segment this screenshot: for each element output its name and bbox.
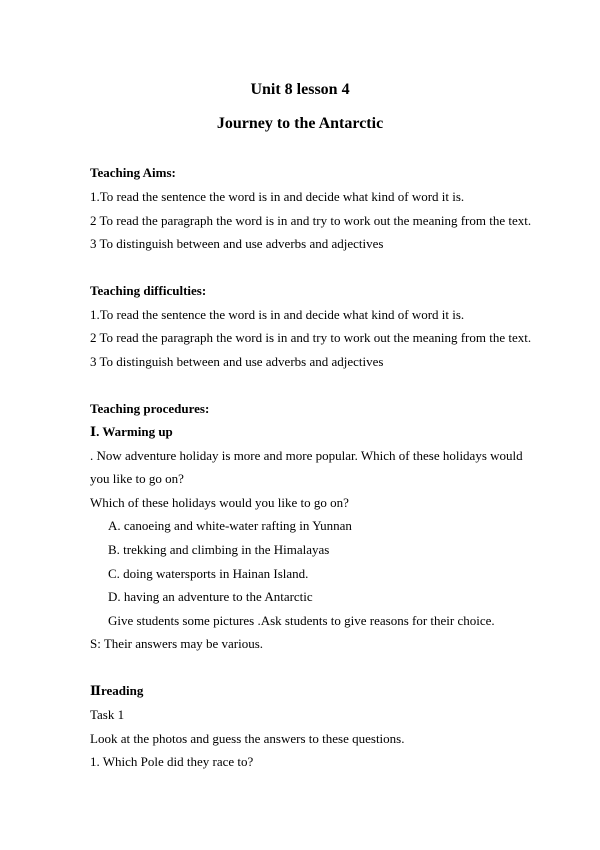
warming-intro-line-1: . Now adventure holiday is more and more popular. Which of these holidays would (90, 448, 523, 463)
warming-question: Which of these holidays would you like to go on? (90, 495, 349, 510)
warming-intro-line-2: you like to go on? (90, 471, 184, 486)
warming-answer: S: Their answers may be various. (90, 636, 264, 651)
teaching-difficulty-3: 3 To distinguish between and use adverbs and adjectives (90, 354, 384, 369)
document-title: Unit 8 lesson 4 (250, 81, 350, 98)
warming-instruction: Give students some pictures .Ask students to give reasons for their choice. (108, 613, 495, 628)
teaching-aim-1: 1.To read the sentence the word is in and decide what kind of word it is. (90, 189, 465, 204)
teaching-difficulty-2: 2 To read the paragraph the word is in and try to work out the meaning from the text. (90, 330, 532, 345)
reading-task-1: Task 1 (90, 707, 125, 722)
reading-heading: Ⅱreading (90, 683, 144, 698)
option-a: A. canoeing and white-water rafting in Yunnan (108, 518, 352, 533)
option-d: D. having an adventure to the Antarctic (108, 589, 313, 604)
warming-up-heading: Ⅰ. Warming up (90, 424, 173, 439)
option-c: C. doing watersports in Hainan Island. (108, 566, 309, 581)
teaching-aims-heading: Teaching Aims: (90, 165, 176, 180)
teaching-aim-3: 3 To distinguish between and use adverbs and adjectives (90, 236, 384, 251)
teaching-procedures-heading: Teaching procedures: (90, 401, 210, 416)
reading-question-1: 1. Which Pole did they race to? (90, 754, 254, 769)
document-subtitle: Journey to the Antarctic (216, 115, 384, 132)
teaching-difficulties-heading: Teaching difficulties: (90, 283, 207, 298)
teaching-aim-2: 2 To read the paragraph the word is in and try to work out the meaning from the text. (90, 213, 532, 228)
teaching-difficulty-1: 1.To read the sentence the word is in and decide what kind of word it is. (90, 307, 465, 322)
option-b: B. trekking and climbing in the Himalayas (108, 542, 330, 557)
reading-instruction: Look at the photos and guess the answers to these questions. (90, 731, 405, 746)
